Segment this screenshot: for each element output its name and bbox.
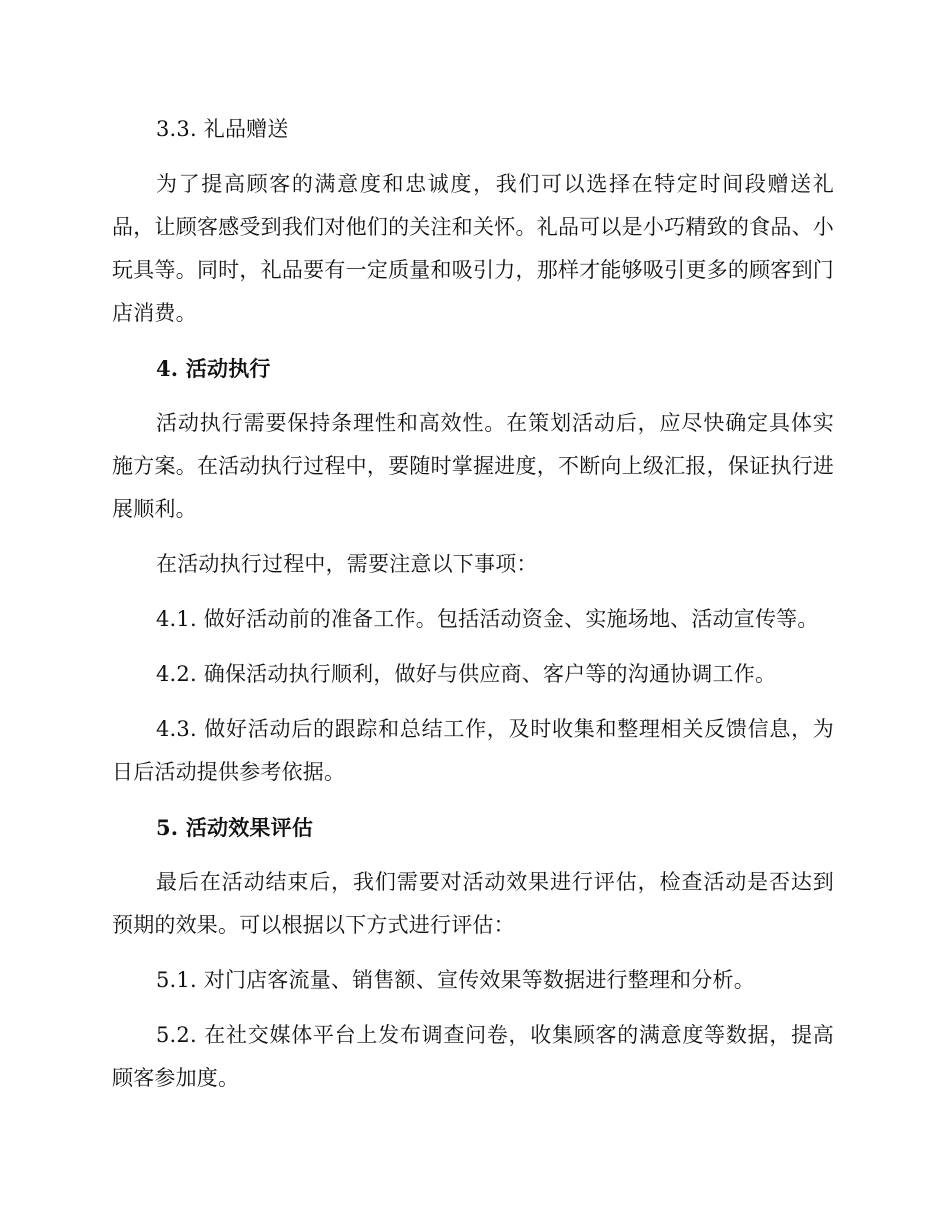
section-heading-3-3: 3.3. 礼品赠送	[156, 117, 289, 141]
section-heading-5: 5. 活动效果评估	[156, 815, 314, 840]
document-body	[112, 108, 834, 1100]
paragraph-notes-intro: 在活动执行过程中，需要注意以下事项：	[156, 552, 538, 576]
paragraph-execution: 活动执行需要保持条理性和高效性。在策划活动后，应尽快确定具体实施方案。在活动执行过程中，要随时掌握进度，不断向上级汇报，保证执行进展顺利。	[112, 411, 834, 521]
list-item-5-1: 5.1. 对门店客流量、销售额、宣传效果等数据进行整理和分析。	[156, 968, 755, 992]
paragraph-evaluation: 最后在活动结束后，我们需要对活动效果进行评估，检查活动是否达到预期的效果。可以根据以下方式进行评估：	[112, 870, 834, 937]
list-item-4-3: 4.3. 做好活动后的跟踪和总结工作，及时收集和整理相关反馈信息，为日后活动提供参考依据。	[112, 717, 834, 784]
paragraph-gifts: 为了提高顾客的满意度和忠诚度，我们可以选择在特定时间段赠送礼品，让顾客感受到我们对他们的关注和关怀。礼品可以是小巧精致的食品、小玩具等。同时，礼品要有一定质量和吸引力，那样才能够吸引更多的顾客到门店消费。	[112, 172, 834, 325]
list-item-5-2: 5.2. 在社交媒体平台上发布调查问卷，收集顾客的满意度等数据，提高顾客参加度。	[112, 1023, 834, 1090]
section-heading-4: 4. 活动执行	[156, 356, 271, 381]
list-item-4-2: 4.2. 确保活动执行顺利，做好与供应商、客户等的沟通协调工作。	[156, 662, 777, 686]
list-item-4-1: 4.1. 做好活动前的准备工作。包括活动资金、实施场地、活动宣传等。	[156, 607, 819, 631]
